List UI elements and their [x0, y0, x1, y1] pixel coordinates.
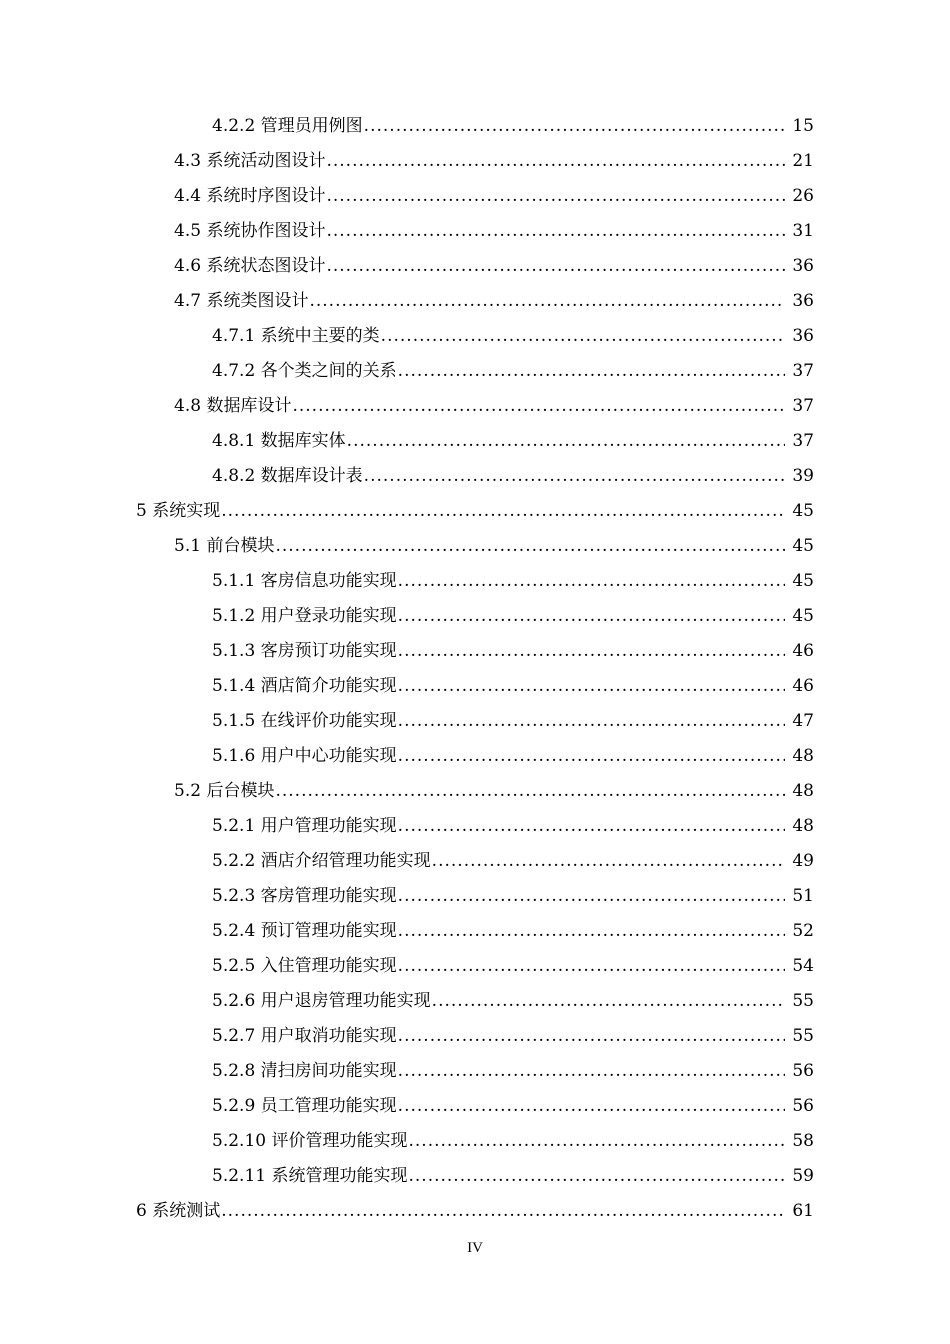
toc-entry-title: 4.8.2 数据库设计表	[212, 466, 363, 486]
toc-entry[interactable]	[0, 424, 950, 459]
toc-entry-page: 61	[792, 1201, 814, 1221]
toc-entry-title: 5.2.6 用户退房管理功能实现	[212, 991, 431, 1011]
dot-leader	[398, 1089, 785, 1124]
dot-leader	[398, 1054, 785, 1089]
dot-leader	[309, 284, 785, 319]
dot-leader	[408, 1124, 785, 1159]
dot-leader	[398, 599, 785, 634]
toc-entry-page: 37	[792, 361, 814, 381]
toc-entry-title: 5.1.6 用户中心功能实现	[212, 746, 397, 766]
toc-entry[interactable]	[0, 109, 950, 144]
toc-entry[interactable]	[0, 1194, 950, 1229]
dot-leader	[326, 249, 785, 284]
toc-entry[interactable]	[0, 704, 950, 739]
dot-leader	[292, 389, 785, 424]
dot-leader	[326, 144, 785, 179]
dot-leader	[398, 669, 785, 704]
toc-entry-title: 5.2 后台模块	[174, 781, 275, 801]
dot-leader	[221, 494, 785, 529]
toc-entry-title: 5.2.4 预订管理功能实现	[212, 921, 397, 941]
toc-entry-page: 21	[792, 151, 814, 171]
toc-entry[interactable]	[0, 284, 950, 319]
toc-entry-page: 39	[792, 466, 814, 486]
dot-leader	[432, 844, 785, 879]
toc-entry[interactable]	[0, 1124, 950, 1159]
toc-entry[interactable]	[0, 214, 950, 249]
toc-entry-title: 5.2.11 系统管理功能实现	[212, 1166, 408, 1186]
dot-leader	[398, 704, 785, 739]
toc-entry-page: 45	[792, 606, 814, 626]
toc-entry-page: 59	[792, 1166, 814, 1186]
toc-entry-page: 48	[792, 781, 814, 801]
toc-entry-page: 36	[792, 256, 814, 276]
toc-entry-title: 5.2.10 评价管理功能实现	[212, 1131, 408, 1151]
toc-entry-title: 4.2.2 管理员用例图	[212, 116, 363, 136]
dot-leader	[347, 424, 785, 459]
page-number: IV	[467, 1240, 483, 1256]
toc-entry-title: 4.7.1 系统中主要的类	[212, 326, 380, 346]
toc-entry[interactable]	[0, 319, 950, 354]
toc-entry-page: 49	[792, 851, 814, 871]
toc-entry-page: 46	[792, 676, 814, 696]
toc-entry-page: 46	[792, 641, 814, 661]
dot-leader	[381, 319, 785, 354]
toc-entry-title: 5.1.4 酒店简介功能实现	[212, 676, 397, 696]
toc-entry[interactable]	[0, 809, 950, 844]
dot-leader	[326, 179, 785, 214]
toc-entry-title: 5.2.9 员工管理功能实现	[212, 1096, 397, 1116]
toc-entry-title: 5.1 前台模块	[174, 536, 275, 556]
toc-entry-page: 45	[792, 536, 814, 556]
toc-entry-title: 5.1.1 客房信息功能实现	[212, 571, 397, 591]
dot-leader	[275, 774, 785, 809]
dot-leader	[398, 1019, 785, 1054]
dot-leader	[398, 914, 785, 949]
toc-entry-page: 55	[792, 991, 814, 1011]
table-of-contents	[0, 109, 950, 1229]
toc-entry-page: 47	[792, 711, 814, 731]
toc-entry[interactable]	[0, 249, 950, 284]
toc-entry-page: 15	[792, 116, 814, 136]
toc-entry[interactable]	[0, 984, 950, 1019]
dot-leader	[364, 109, 785, 144]
toc-entry-page: 48	[792, 746, 814, 766]
toc-entry[interactable]	[0, 634, 950, 669]
toc-entry[interactable]	[0, 949, 950, 984]
toc-entry-title: 5.1.5 在线评价功能实现	[212, 711, 397, 731]
toc-entry-title: 6 系统测试	[136, 1201, 221, 1221]
toc-entry-title: 4.3 系统活动图设计	[174, 151, 326, 171]
toc-entry-title: 4.4 系统时序图设计	[174, 186, 326, 206]
toc-entry[interactable]	[0, 564, 950, 599]
toc-entry[interactable]	[0, 179, 950, 214]
toc-entry-page: 36	[792, 291, 814, 311]
toc-entry-page: 45	[792, 501, 814, 521]
dot-leader	[398, 634, 785, 669]
toc-entry-page: 54	[792, 956, 814, 976]
dot-leader	[364, 459, 785, 494]
dot-leader	[221, 1194, 785, 1229]
toc-entry[interactable]	[0, 494, 950, 529]
toc-entry[interactable]	[0, 459, 950, 494]
toc-entry[interactable]	[0, 1054, 950, 1089]
toc-entry-title: 4.7.2 各个类之间的关系	[212, 361, 397, 381]
toc-entry-page: 37	[792, 396, 814, 416]
toc-entry-title: 4.8 数据库设计	[174, 396, 292, 416]
dot-leader	[398, 949, 785, 984]
toc-entry[interactable]	[0, 844, 950, 879]
toc-entry-title: 4.8.1 数据库实体	[212, 431, 346, 451]
toc-entry[interactable]	[0, 1089, 950, 1124]
toc-entry[interactable]	[0, 1019, 950, 1054]
toc-entry-page: 52	[792, 921, 814, 941]
toc-entry[interactable]	[0, 389, 950, 424]
toc-entry-page: 26	[792, 186, 814, 206]
toc-entry-page: 55	[792, 1026, 814, 1046]
toc-entry-title: 5.1.2 用户登录功能实现	[212, 606, 397, 626]
toc-entry-page: 58	[792, 1131, 814, 1151]
dot-leader	[398, 564, 785, 599]
toc-entry[interactable]	[0, 144, 950, 179]
toc-entry-title: 4.7 系统类图设计	[174, 291, 309, 311]
toc-entry-page: 56	[792, 1096, 814, 1116]
toc-entry-title: 5.2.7 用户取消功能实现	[212, 1026, 397, 1046]
toc-entry-page: 36	[792, 326, 814, 346]
dot-leader	[398, 879, 785, 914]
toc-entry-title: 5.2.2 酒店介绍管理功能实现	[212, 851, 431, 871]
toc-entry-title: 5.2.3 客房管理功能实现	[212, 886, 397, 906]
dot-leader	[432, 984, 785, 1019]
toc-entry-title: 5.2.8 清扫房间功能实现	[212, 1061, 397, 1081]
toc-entry-page: 45	[792, 571, 814, 591]
toc-entry[interactable]	[0, 774, 950, 809]
toc-entry-page: 31	[792, 221, 814, 241]
toc-entry[interactable]	[0, 599, 950, 634]
toc-entry[interactable]	[0, 1159, 950, 1194]
toc-entry-page: 51	[792, 886, 814, 906]
toc-entry[interactable]	[0, 669, 950, 704]
toc-entry-title: 5.2.1 用户管理功能实现	[212, 816, 397, 836]
toc-entry[interactable]	[0, 354, 950, 389]
toc-entry-page: 48	[792, 816, 814, 836]
toc-entry-page: 56	[792, 1061, 814, 1081]
toc-entry-title: 5.2.5 入住管理功能实现	[212, 956, 397, 976]
toc-entry-title: 4.5 系统协作图设计	[174, 221, 326, 241]
dot-leader	[326, 214, 785, 249]
toc-entry[interactable]	[0, 739, 950, 774]
dot-leader	[398, 809, 785, 844]
dot-leader	[408, 1159, 785, 1194]
toc-entry-title: 5.1.3 客房预订功能实现	[212, 641, 397, 661]
toc-entry[interactable]	[0, 914, 950, 949]
toc-entry[interactable]	[0, 529, 950, 564]
dot-leader	[398, 354, 785, 389]
toc-entry[interactable]	[0, 879, 950, 914]
dot-leader	[398, 739, 785, 774]
toc-entry-title: 4.6 系统状态图设计	[174, 256, 326, 276]
toc-entry-page: 37	[792, 431, 814, 451]
dot-leader	[275, 529, 785, 564]
toc-entry-title: 5 系统实现	[136, 501, 221, 521]
